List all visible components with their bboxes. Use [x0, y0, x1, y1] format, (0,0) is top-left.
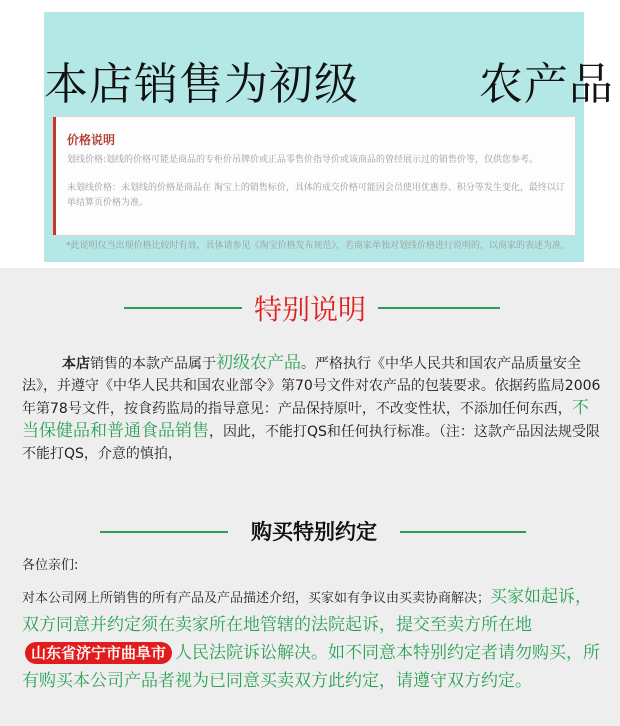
- price-footnote: *此说明仅当出现价格比较时有效，具体请参见《淘宝价格发布规范》，若商家单独对划线价格进行说明的，以商家的表述为准。: [66, 241, 571, 251]
- lead-bold: 本店: [62, 356, 90, 372]
- special-notice-text: [22, 352, 602, 465]
- greeting: 各位亲们:: [22, 558, 79, 573]
- agreement-green-2: 人民法院诉讼解决。如不同意本特别约定者请勿购买，所有购买本公司产品者视为已同意买卖双方此约定，请遵守双方约定。: [22, 643, 601, 691]
- agreement-heading: 购买特别约定: [251, 520, 377, 544]
- top-banner-area: [0, 0, 620, 268]
- agreement-text: [22, 584, 602, 696]
- banner-title: 本店销售为初级 农产品: [44, 59, 614, 110]
- notice-green-2: 不当保健品和普通食品销售: [22, 398, 589, 441]
- special-notice-heading-row: [0, 288, 620, 328]
- banner: [44, 12, 614, 262]
- divider-left: [124, 307, 242, 309]
- divider-left: [100, 531, 228, 533]
- strikethrough-price-note: 划线价格:划线的价格可能是商品的专柜价吊牌价或正品零售价指导价或该商品的曾经展示过的销售价等，仅供您参考。: [67, 155, 539, 165]
- location-highlight: 山东省济宁市曲阜市: [25, 642, 172, 664]
- price-explanation-title: 价格说明: [67, 133, 116, 147]
- notice-text-2: 。严格执行《中华人民共和国农产品质量安全法》，并遵守《中华人民共和国农业部令》第70号文件对农产品的包装要求。依据药监局2006年第78号文件，按食药监局的指导意见：产品保持原叶，不改变性状，不添加任何东西，: [22, 356, 601, 417]
- agreement-heading-row: [0, 512, 620, 552]
- notice-text-3: ，因此，不能打QS和任何执行标准。（注：这款产品因法规受限不能打QS，介意的慎拍，: [22, 424, 600, 462]
- price-explanation-card: [52, 116, 576, 236]
- notice-green-1: 初级农产品: [216, 353, 301, 373]
- non-strikethrough-price-note: 未划线价格：未划线的价格是商品在 淘宝上的销售标价，具体的成交价格可能因会员使用优惠券、积分等发生变化，最终以订单结算页价格为准。: [67, 183, 565, 208]
- notice-section: [0, 268, 620, 726]
- notice-text-1: 销售的本款产品属于: [90, 356, 216, 372]
- agreement-green-1: 买家如起诉，双方同意并约定须在卖家所在地管辖的法院起诉，提交至卖方所在地: [22, 587, 593, 635]
- divider-right: [400, 531, 526, 533]
- special-notice-heading: 特别说明: [253, 293, 366, 326]
- divider-right: [378, 307, 500, 309]
- agreement-text-1: 对本公司网上所销售的所有产品及产品描述介绍，买家如有争议由买卖协商解决；: [22, 591, 491, 606]
